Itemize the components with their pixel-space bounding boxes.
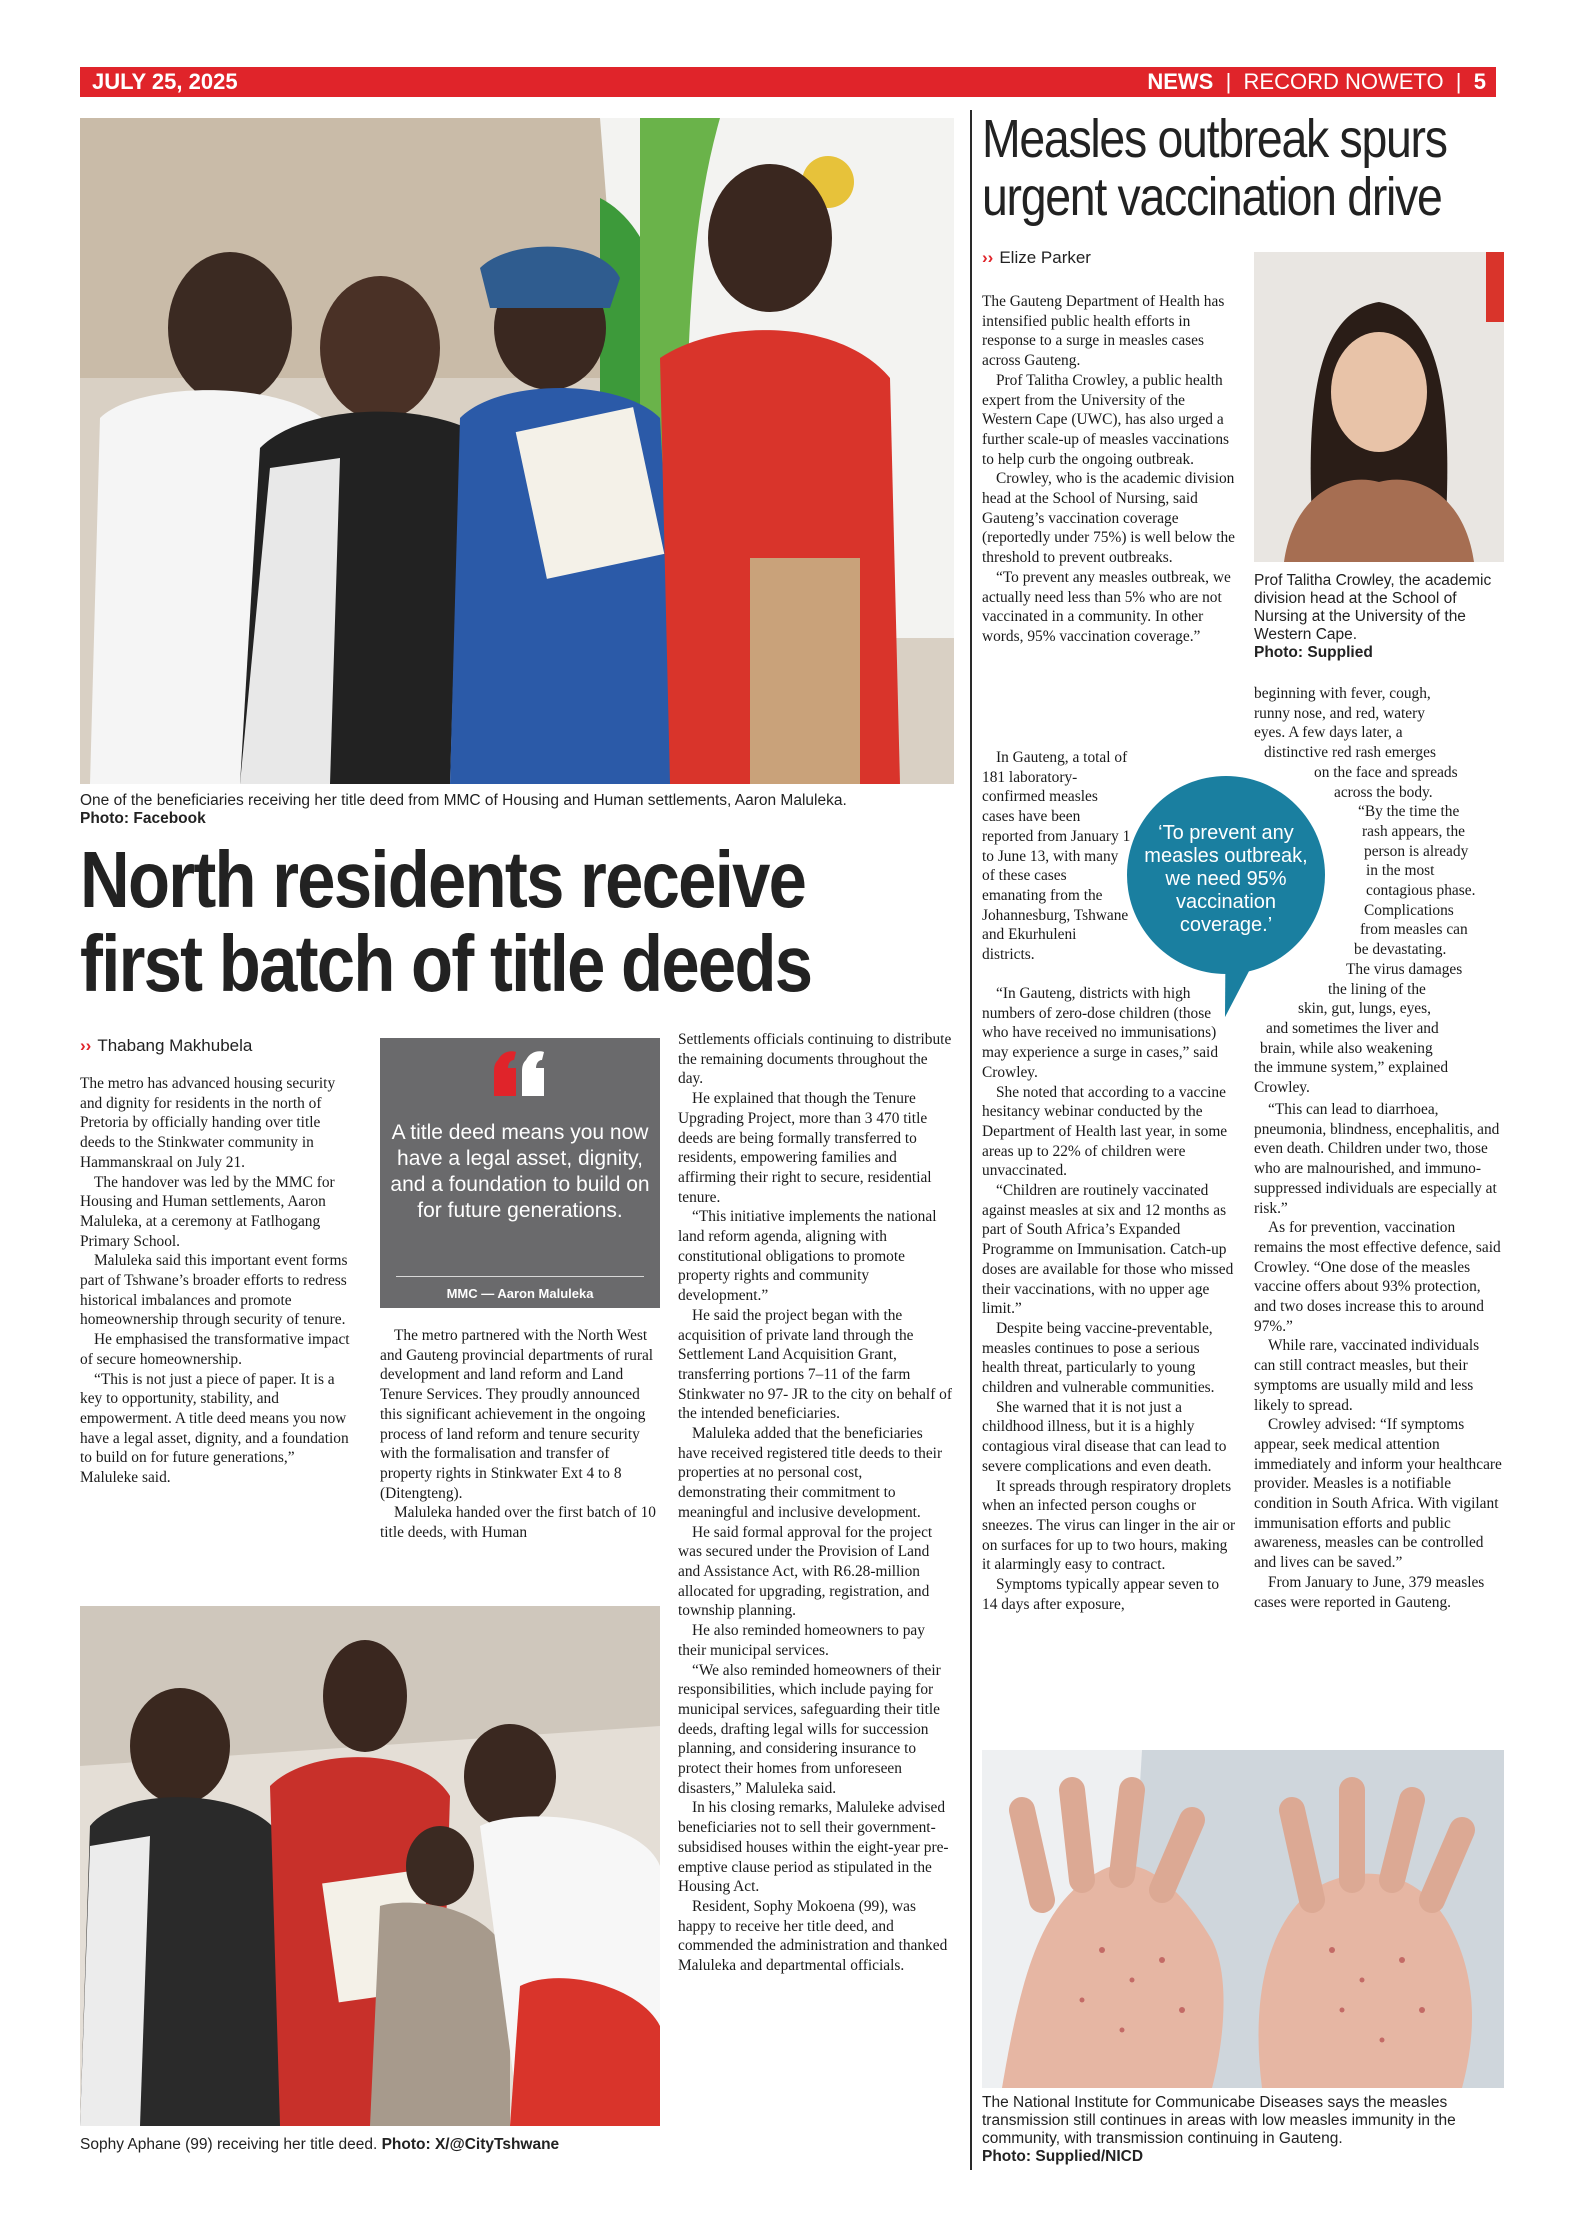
paragraph: From January to June, 379 measles cases were reported in Gauteng. — [1254, 1573, 1485, 1611]
paragraph: He emphasised the transformative impact of secure homeownership. — [80, 1331, 350, 1368]
talitha-crowley-portrait — [1254, 252, 1504, 562]
pull-quote-text: A title deed means you now have a legal asset, dignity, and a foundation to build on for future generations. — [390, 1121, 650, 1222]
paragraph: He said the project began with the acquisition of private land through the Settlement Land Acquisition Grant, transferring portions 7–11 of the farm Stinkwater no 97- JR to the city on behalf of the intended beneficiaries. — [678, 1306, 952, 1423]
byline-arrows-icon: ›› — [80, 1036, 92, 1055]
paragraph: She noted that according to a vaccine hesitancy webinar conducted by the Department of Health last year, in some areas up to 22% of children were unvaccinated. — [982, 1083, 1228, 1180]
quote-mark-icon — [490, 1048, 550, 1108]
paragraph: “This can lead to diarrhoea, pneumonia, blindness, encephalitis, and even death. Children under two, those who are malnourished, and immuno-suppressed individuals are especially at risk.” — [1254, 1101, 1500, 1217]
paragraph: It spreads through respiratory droplets when an infected person coughs or sneezes. The virus can linger in the air or on surfaces for up to two hours, making it alarmingly easy to contract. — [982, 1477, 1236, 1574]
page-number: 5 — [1473, 69, 1486, 94]
byline-author: Thabang Makhubela — [97, 1036, 253, 1055]
paragraph: She warned that it is not just a childhood illness, but it is a highly contagious viral disease that can lead to severe complications and even death. — [982, 1398, 1227, 1475]
measles-column-1 — [982, 292, 1238, 647]
publication-name: RECORD NOWETO — [1243, 69, 1444, 94]
sophy-aphane-photo — [80, 1606, 660, 2126]
paragraph: The metro has advanced housing security and dignity for residents in the north of Pretoria by officially handing over title deeds to the Stinkwater community in Hammanskraal on July 21. — [80, 1075, 336, 1171]
paragraph: Symptoms typically appear seven to 14 days after exposure, — [982, 1576, 1220, 1613]
column-divider — [970, 110, 972, 2170]
text-line: distinctive red rash emerges — [1264, 744, 1436, 762]
article-column-3 — [678, 1030, 954, 1976]
bubble-quote-text: ‘To prevent any measles outbreak, we need 95% vaccination coverage.’ — [1144, 822, 1308, 936]
text-line: the lining of the — [1328, 980, 1426, 998]
paragraph: “We also reminded homeowners of their responsibilities, which include paying for municipal services, safeguarding their title deeds, drafting legal wills for succession planning, and considering insurance to protect their homes from unforeseen disasters,” Maluleka said. — [678, 1661, 941, 1797]
measles-column-2-wrap — [1254, 684, 1504, 1098]
photo-bottom-credit: Photo: X/@CityTshwane — [381, 2136, 560, 2153]
paragraph: Resident, Sophy Mokoena (99), was happy to receive her title deed, and commended the administration and thanked Maluleka and departmental officials. — [678, 1897, 948, 1975]
text-line: be devastating. — [1354, 941, 1447, 959]
paragraph: He explained that though the Tenure Upgrading Project, more than 3 470 title deeds are being formally transferred to residents, empowering families and affirming their right to secure, residential tenure. — [678, 1090, 932, 1206]
hands-credit: Photo: Supplied/NICD — [982, 2148, 1144, 2165]
pull-quote-box — [380, 1038, 660, 1308]
paragraph: In his closing remarks, Maluleke advised beneficiaries not to sell their government-subsidised houses within the eight-year pre-emptive clause period as stipulated in the Housing Act. — [678, 1799, 949, 1896]
portrait-caption: Prof Talitha Crowley, the academic division head at the School of Nursing at the University of the Western Cape. Photo: Supplied — [1254, 572, 1492, 661]
paragraph: As for prevention, vaccination remains the most effective defence, said Crowley. “One dose of the measles vaccine offers about 93% protection, and two doses increase this to around 97%.” — [1254, 1219, 1501, 1335]
paragraph: While rare, vaccinated individuals can still contract measles, but their symptoms are usually mild and less likely to spread. — [1254, 1337, 1480, 1414]
text-line: on the face and spreads — [1314, 763, 1458, 781]
pull-quote-divider — [396, 1276, 644, 1277]
text-line: Crowley. — [1254, 1079, 1310, 1097]
photo-top-caption: One of the beneficiaries receiving her title deed from MMC of Housing and Human settlements, Aaron Maluleka. Photo: Facebook — [80, 792, 847, 827]
text-line: The virus damages — [1346, 960, 1463, 978]
paragraph: The Gauteng Department of Health has intensified public health efforts in response to a surge in measles cases across Gauteng. — [982, 293, 1225, 370]
paragraph: “In Gauteng, districts with high numbers of zero-dose children (those who have received no immunisations) may experience a surge in cases,” said Crowley. — [982, 985, 1219, 1081]
byline-right — [982, 248, 1091, 268]
text-line: and sometimes the liver and — [1266, 1019, 1439, 1037]
paragraph: He also reminded homeowners to pay their municipal services. — [678, 1622, 925, 1659]
text-line: rash appears, the — [1362, 822, 1465, 840]
byline-arrows-icon: ›› — [982, 248, 994, 267]
text-line: “By the time the — [1358, 803, 1460, 821]
text-line: the immune system,” explained — [1254, 1059, 1449, 1077]
headline-line-1: Measles outbreak spurs — [982, 109, 1447, 169]
text-line: runny nose, and red, watery — [1254, 704, 1425, 722]
text-line: contagious phase. — [1366, 882, 1476, 900]
article-column-2 — [380, 1326, 660, 1543]
paragraph: Crowley, who is the academic division head at the School of Nursing, said Gauteng’s vaccination coverage (reportedly under 75%) is well below the threshold to prevent outbreaks. — [982, 470, 1236, 567]
text-line: from measles can — [1360, 921, 1468, 939]
paragraph: Maluleka added that the beneficiaries have received registered title deeds to their properties at no personal cost, demonstrating their commitment to meaningful and inclusive development. — [678, 1425, 943, 1521]
article-column-1 — [80, 1074, 352, 1488]
photo-top-credit: Photo: Facebook — [80, 810, 206, 827]
paragraph: He said formal approval for the project was secured under the Provision of Land and Assistance Act, with R6.28-million allocated for upgrading, registration, and township planning. — [678, 1523, 933, 1620]
paragraph: In Gauteng, a total of 181 laboratory-confirmed measles cases have been reported from January 1 to June 13, with many of these cases emanating from the Johannesburg, Tshwane and Ekurhuleni districts. — [982, 749, 1131, 964]
section-label: NEWS — [1147, 69, 1214, 94]
headline-line-2: urgent vaccination drive — [982, 167, 1442, 227]
paragraph: Settlements officials continuing to distribute the remaining documents throughout the day. — [678, 1031, 952, 1088]
paragraph: “This initiative implements the national land reform agenda, aligning with constitutional obligations to promote property rights and community development.” — [678, 1208, 937, 1305]
headline-measles — [982, 110, 1447, 226]
issue-date: JULY 25, 2025 — [92, 69, 238, 94]
hands-caption: The National Institute for Communicabe Diseases says the measles transmission still continues in areas with low measles immunity in the community, with transmission continuing in Gauteng. Photo: Supplied/NICD — [982, 2094, 1456, 2165]
paragraph: The handover was led by the MMC for Housing and Human settlements, Aaron Maluleka, at a ceremony at Fatlhogang Primary School. — [80, 1173, 335, 1250]
paragraph: Prof Talitha Crowley, a public health expert from the University of the Western Cape (UWC), has also urged a further scale-up of measles vaccinations to help curb the ongoing outbreak. — [982, 371, 1230, 468]
paragraph: “Children are routinely vaccinated against measles at six and 12 months as part of South Africa’s Expanded Programme on Immunisation. Catch-up doses are available for those who missed their vaccinations, with no upper age limit.” — [982, 1182, 1234, 1318]
paragraph: “This is not just a piece of paper. It is a key to opportunity, stability, and empowerment. A title deed means you now have a legal asset, dignity, and a foundation to build on for future generations,” Maluleke said. — [80, 1370, 349, 1487]
pull-quote-source: MMC — Aaron Maluleka — [446, 1286, 594, 1301]
text-line: eyes. A few days later, a — [1254, 724, 1403, 742]
page-header — [80, 67, 1496, 97]
header-right: NEWS | RECORD NOWETO | 5 — [1147, 69, 1486, 94]
portrait-credit: Photo: Supplied — [1254, 644, 1373, 661]
text-line: skin, gut, lungs, eyes, — [1298, 1000, 1431, 1018]
paragraph: Despite being vaccine-preventable, measles continues to pose a serious health threat, particularly to young children and vulnerable communities. — [982, 1319, 1215, 1397]
text-line: person is already — [1364, 842, 1469, 860]
measles-column-1-mid — [982, 984, 1238, 1615]
paragraph: Maluleka said this important event forms part of Tshwane’s broader efforts to redress historical imbalances and promote homeownership through security of tenure. — [80, 1252, 348, 1329]
headline-line-1: North residents receive — [80, 835, 806, 924]
text-line: in the most — [1366, 862, 1435, 880]
byline-left — [80, 1036, 252, 1056]
paragraph: Maluleka handed over the first batch of 10 title deeds, with Human — [380, 1504, 656, 1542]
text-line: Complications — [1364, 901, 1454, 919]
headline-line-2: first batch of title deeds — [80, 919, 812, 1008]
measles-column-1-narrow — [982, 748, 1132, 965]
paragraph: “To prevent any measles outbreak, we actually need less than 5% who are not vaccinated in a community. In other words, 95% vaccination coverage.” — [982, 568, 1231, 645]
measles-column-2 — [1254, 1100, 1504, 1612]
text-line: beginning with fever, cough, — [1254, 685, 1431, 702]
measles-rash-hands-photo — [982, 1750, 1504, 2088]
paragraph: The metro partnered with the North West and Gauteng provincial departments of rural development and land reform and Land Tenure Services. They proudly announced this significant achievement in the ongoing process of land reform and tenure security with the formalisation and transfer of property rights in Stinkwater Ext 4 to 8 (Ditengteng). — [380, 1327, 654, 1502]
paragraph: Crowley advised: “If symptoms appear, seek medical attention immediately and inform your healthcare provider. Measles is a notifiable condition in South Africa. With vigilant immunisation efforts and public awareness, measles can be controlled and lives can be saved.” — [1254, 1416, 1502, 1572]
byline-author: Elize Parker — [999, 248, 1091, 267]
text-line: across the body. — [1334, 783, 1433, 801]
photo-bottom-caption: Sophy Aphane (99) receiving her title deed. Photo: X/@CityTshwane — [80, 2136, 560, 2153]
text-line: brain, while also weakening — [1260, 1039, 1433, 1057]
headline-title-deeds — [80, 835, 812, 1008]
title-deed-photo — [80, 118, 954, 784]
